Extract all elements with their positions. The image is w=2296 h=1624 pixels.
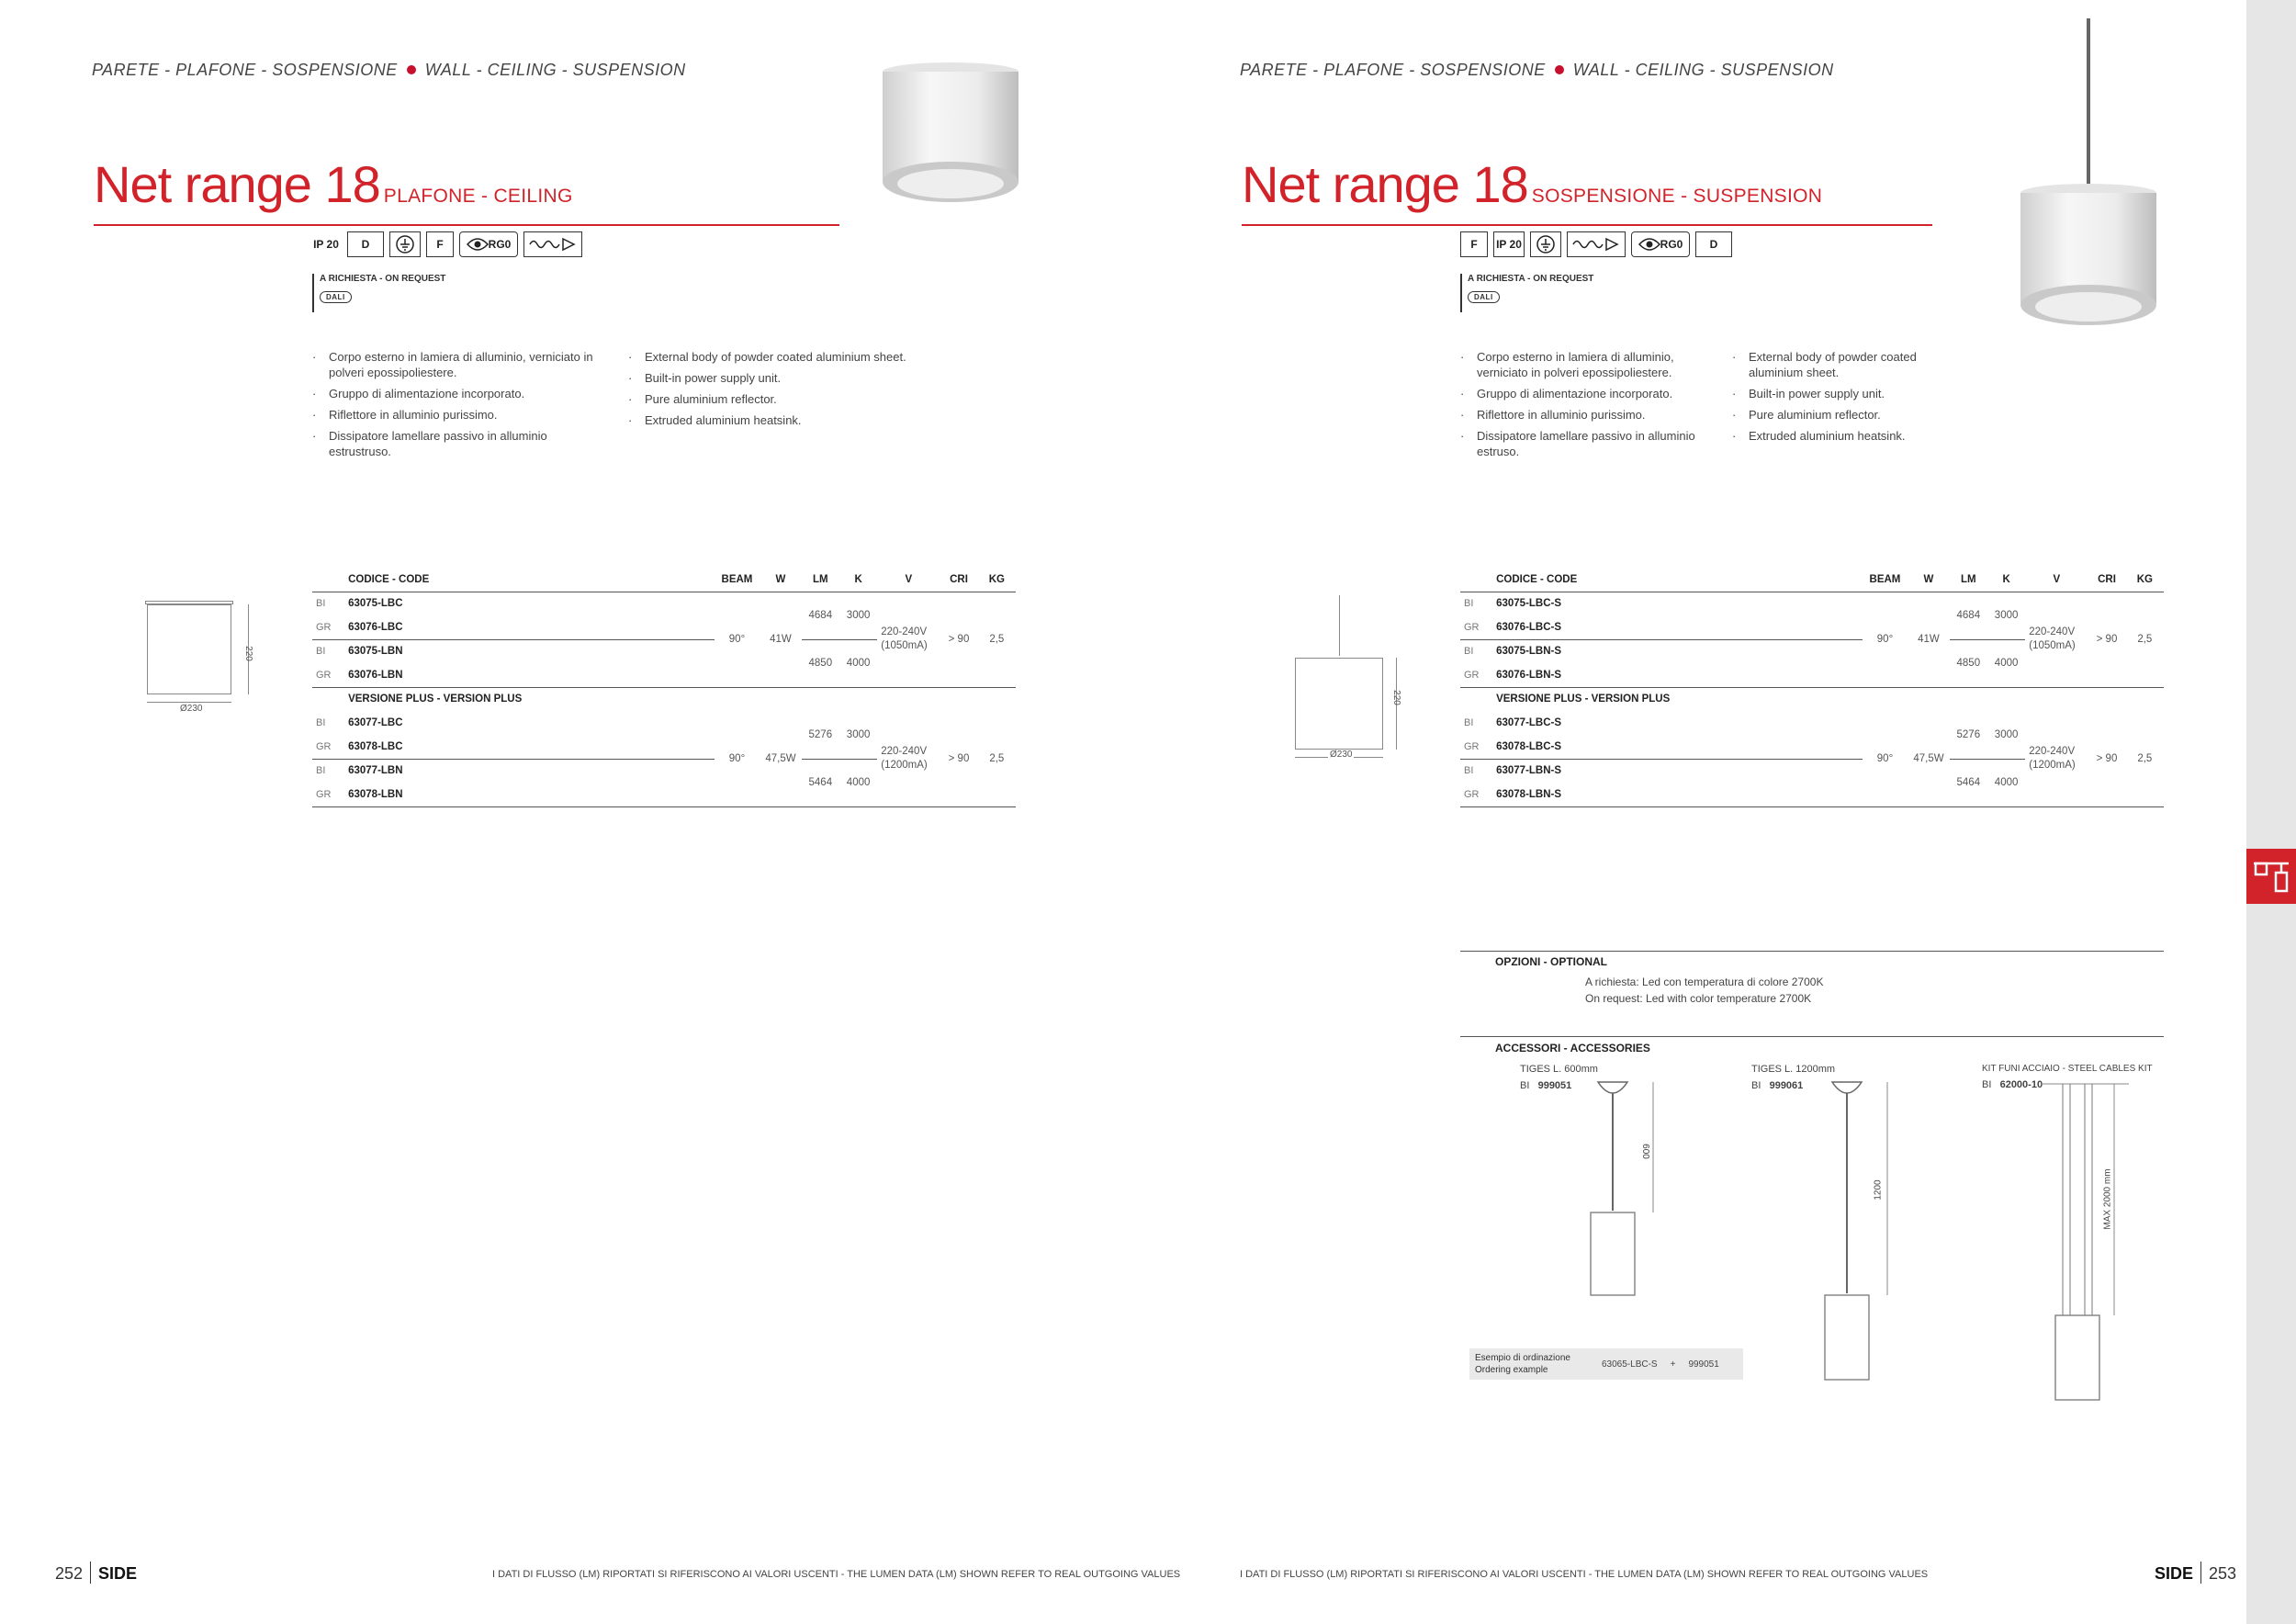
ip20-icon: IP 20 [1493, 231, 1525, 257]
dali-icon: DALI [320, 291, 352, 303]
plus-section-header: VERSIONE PLUS - VERSION PLUS [1496, 694, 1671, 705]
tige-600-drawing [1580, 1075, 1671, 1304]
table-row[interactable]: GR 63078-LBN [312, 783, 1016, 806]
left-category-subtitle: PARETE - PLAFONE - SOSPENSIONE WALL - CEILING - SUSPENSION [92, 61, 686, 79]
category-tab[interactable] [2246, 849, 2296, 904]
suspension-lamp-photo [2011, 18, 2167, 340]
col-v: V [2025, 568, 2088, 592]
dimmable-wave-icon [1567, 231, 1626, 257]
col-cri: CRI [2088, 568, 2125, 592]
ordering-example-box [1469, 1348, 1743, 1380]
left-dimension-drawing [138, 597, 266, 716]
feature-item: · Gruppo di alimentazione incorporato. [312, 386, 606, 401]
f-mark-icon: F [426, 231, 454, 257]
right-footnote: I DATI DI FLUSSO (LM) RIPORTATI SI RIFERISCONO AI VALORI USCENTI - THE LUMEN DATA (LM) SHOWN REFER TO REAL OUTGOING VALUES [1240, 1569, 1929, 1580]
accessory-item[interactable]: KIT FUNI ACCIAIO - STEEL CABLES KIT BI 62000-10 [1982, 1064, 2153, 1090]
table-row[interactable]: BI 63077-LBN 5464 4000 [316, 765, 871, 788]
feature-item: · Built-in power supply unit. [628, 370, 922, 386]
feature-item: · Extruded aluminium heatsink. [628, 412, 922, 428]
ordering-example-code: 63065-LBC-S [1602, 1359, 1658, 1370]
feature-item: · Pure aluminium reflector. [628, 391, 922, 407]
tige-1200-dimension: 1200 [1873, 1179, 1884, 1201]
left-features-en [628, 349, 922, 434]
table-row[interactable]: BI 63077-LBC 90° 47,5W 5276 3000 220-240V (1200mA) > 90 2,5 [312, 711, 1016, 735]
rg0-eye-icon: RG0 [1631, 231, 1690, 257]
height-dimension: 220 [1390, 690, 1401, 705]
right-dimension-drawing [1286, 595, 1414, 770]
col-cri: CRI [940, 568, 977, 592]
feature-item: · Corpo esterno in lamiera di alluminio, verniciato in polveri epossipoliestere. [312, 349, 606, 380]
right-product-table [1460, 568, 2164, 807]
feature-item: · External body of powder coated aluminium sheet. [1732, 349, 1934, 380]
col-lm: LM [802, 568, 839, 592]
col-w: W [1908, 568, 1949, 592]
feature-item: · External body of powder coated aluminium sheet. [628, 349, 922, 365]
steel-cable-dimension: MAX 2000 mm [2102, 1168, 2113, 1230]
col-code: CODICE - CODE [344, 568, 715, 592]
left-page-title: Net range 18 PLAFONE - CEILING [94, 155, 573, 213]
table-row[interactable]: GR 63076-LBN-S [1460, 663, 2164, 687]
ordering-example-label-en: Ordering example [1475, 1365, 1548, 1375]
right-on-request [1460, 274, 1593, 312]
plus-section-header: VERSIONE PLUS - VERSION PLUS [348, 694, 523, 705]
left-page-number: 252 SIDE [55, 1562, 137, 1584]
bullet-dot-icon [1555, 65, 1564, 74]
ceiling-lamp-photo [872, 59, 1029, 215]
table-row[interactable]: GR 63076-LBN [312, 663, 1016, 687]
col-beam: BEAM [715, 568, 760, 592]
table-row[interactable]: BI 63075-LBC 90° 41W 4684 3000 220-240V (1050mA) > 90 2,5 [312, 592, 1016, 615]
feature-item: · Dissipatore lamellare passivo in alluminio estruso. [1460, 428, 1708, 459]
feature-item: · Dissipatore lamellare passivo in alluminio estrustruso. [312, 428, 606, 459]
feature-item: · Gruppo di alimentazione incorporato. [1460, 386, 1708, 401]
ordering-example-label-it: Esempio di ordinazione [1475, 1353, 1570, 1363]
d-class-icon: D [1695, 231, 1732, 257]
right-page-number: SIDE 253 [2155, 1562, 2236, 1584]
feature-item: · Pure aluminium reflector. [1732, 407, 1934, 423]
dimmable-wave-icon [523, 231, 582, 257]
right-category-subtitle: PARETE - PLAFONE - SOSPENSIONE WALL - CEILING - SUSPENSION [1240, 61, 1834, 79]
table-row[interactable]: GR 63078-LBC [312, 735, 1016, 759]
table-row[interactable]: BI 63075-LBN 4850 4000 [316, 646, 871, 669]
col-v: V [877, 568, 940, 592]
table-row[interactable]: GR 63076-LBC [312, 615, 1016, 639]
feature-item: · Built-in power supply unit. [1732, 386, 1934, 401]
dali-icon: DALI [1468, 291, 1500, 303]
options-top-rule [1460, 951, 2164, 952]
left-features-it [312, 349, 606, 465]
col-w: W [760, 568, 801, 592]
table-row[interactable]: GR 63076-LBC-S [1460, 615, 2164, 639]
right-title-rule [1242, 224, 1932, 226]
table-row[interactable]: BI 63075-LBN-S 4850 4000 [1464, 646, 2019, 669]
earth-ground-icon [389, 231, 421, 257]
accessory-item[interactable]: TIGES L. 600mm BI 999051 [1520, 1064, 1598, 1091]
diameter-dimension: Ø230 [1330, 750, 1353, 760]
table-row[interactable]: GR 63078-LBN-S [1460, 783, 2164, 806]
diameter-dimension: Ø230 [180, 704, 203, 714]
d-class-icon: D [347, 231, 384, 257]
accessories-title: ACCESSORI - ACCESSORIES [1495, 1042, 1650, 1054]
tige-600-dimension: 600 [1639, 1144, 1650, 1159]
left-title-rule [94, 224, 839, 226]
left-on-request [312, 274, 445, 312]
right-page-title: Net range 18 SOSPENSIONE - SUSPENSION [1242, 155, 1823, 213]
table-row[interactable]: BI 63077-LBN-S 5464 4000 [1464, 765, 2019, 788]
ip20-icon: IP 20 [313, 238, 339, 251]
left-product-table [312, 568, 1016, 807]
side-strip [2246, 0, 2296, 1624]
feature-item: · Corpo esterno in lamiera di alluminio, verniciato in polveri epossipoliestere. [1460, 349, 1708, 380]
ordering-example-accessory: 999051 [1688, 1359, 1719, 1370]
feature-item: · Riflettore in alluminio purissimo. [1460, 407, 1708, 423]
table-row[interactable]: BI 63075-LBC-S 90° 41W 4684 3000 220-240V (1050mA) > 90 2,5 [1460, 592, 2164, 615]
feature-item: · Extruded aluminium heatsink. [1732, 428, 1934, 444]
ceiling-category-icon [2246, 849, 2296, 904]
table-row[interactable]: BI 63077-LBC-S 90° 47,5W 5276 3000 220-240V (1200mA) > 90 2,5 [1460, 711, 2164, 735]
col-kg: KG [978, 568, 1016, 592]
tige-1200-drawing [1814, 1075, 1906, 1387]
right-cert-icons [1460, 231, 1732, 257]
earth-ground-icon [1530, 231, 1561, 257]
options-text-it: A richiesta: Led con temperatura di colore 2700K [1585, 976, 1824, 988]
f-mark-icon: F [1460, 231, 1488, 257]
col-code: CODICE - CODE [1492, 568, 1863, 592]
col-k: K [839, 568, 877, 592]
ordering-example-plus: + [1670, 1359, 1676, 1370]
table-row[interactable]: GR 63078-LBC-S [1460, 735, 2164, 759]
on-request-label: A RICHIESTA - ON REQUEST [320, 274, 446, 284]
options-text-en: On request: Led with color temperature 2700K [1585, 992, 1812, 1005]
options-title: OPZIONI - OPTIONAL [1495, 955, 1607, 968]
right-features-en [1732, 349, 1934, 449]
feature-item: · Riflettore in alluminio purissimo. [312, 407, 606, 423]
right-features-it [1460, 349, 1708, 465]
accessory-item[interactable]: TIGES L. 1200mm BI 999061 [1751, 1064, 1836, 1091]
col-beam: BEAM [1863, 568, 1908, 592]
rg0-eye-icon: RG0 [459, 231, 518, 257]
on-request-label: A RICHIESTA - ON REQUEST [1468, 274, 1594, 284]
col-lm: LM [1950, 568, 1987, 592]
col-kg: KG [2126, 568, 2164, 592]
height-dimension: 220 [242, 646, 253, 661]
left-footnote: I DATI DI FLUSSO (LM) RIPORTATI SI RIFERISCONO AI VALORI USCENTI - THE LUMEN DATA (LM) SHOWN REFER TO REAL OUTGOING VALUES [492, 1569, 1181, 1580]
steel-cable-kit-drawing [2037, 1075, 2147, 1405]
col-k: K [1987, 568, 2025, 592]
accessories-top-rule [1460, 1036, 2164, 1037]
left-cert-icons [310, 231, 582, 257]
bullet-dot-icon [407, 65, 416, 74]
